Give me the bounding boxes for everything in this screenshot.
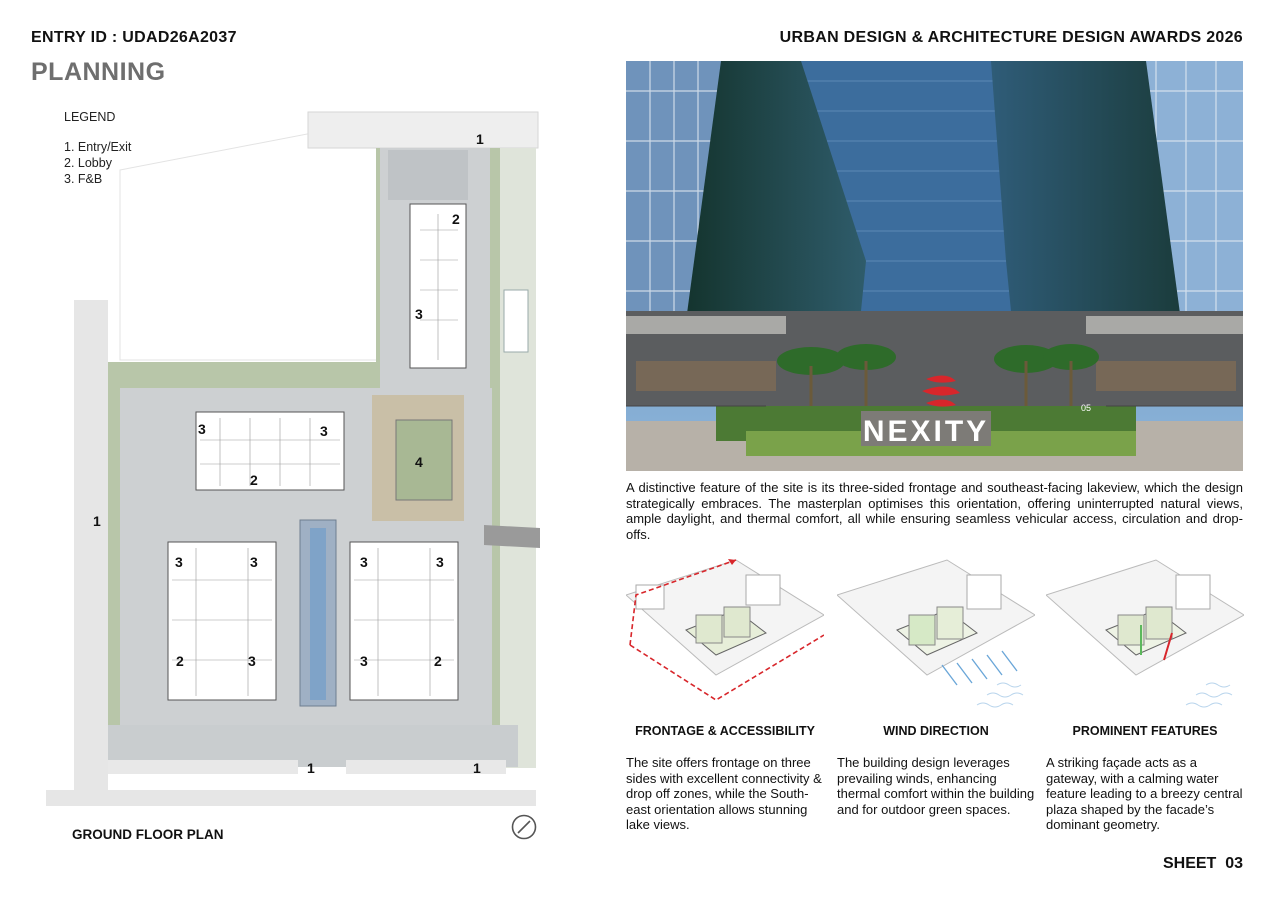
plan-label-fnb-e: 3 — [436, 554, 444, 570]
plan-label-lobby-right: 2 — [434, 653, 442, 669]
plan-label-entry-south: 1 — [307, 760, 315, 776]
plan-label-fnb-tower: 3 — [415, 306, 423, 322]
site-description: A distinctive feature of the site is its three-sided frontage and southeast-facing lakeview, which the design strategically embraces. The masterplan optimises this orientation, offering uninterrupted natural views, ample daylight, and thermal comfort, all while ensuring seamless vehicular access, circulation and drop-offs. — [626, 480, 1243, 542]
award-title: URBAN DESIGN & ARCHITECTURE DESIGN AWARDS 2026 — [779, 29, 1243, 46]
legend-heading: LEGEND — [64, 110, 116, 124]
plan-label-lobby-tower: 2 — [452, 211, 460, 227]
page-title: PLANNING — [31, 58, 166, 86]
diagram-features — [1046, 555, 1244, 715]
diagram-text-frontage: The site offers frontage on three sides with excellent connectivity & drop off zones, while the South-east orientation allows stunning lake views. — [626, 755, 822, 832]
plan-label-lobby-left: 2 — [176, 653, 184, 669]
plan-label-fnb-a: 3 — [175, 554, 183, 570]
plan-label-entry-west: 1 — [93, 513, 101, 529]
diagram-title-frontage: FRONTAGE & ACCESSIBILITY — [635, 724, 815, 738]
legend-item-fnb: 3. F&B — [64, 172, 103, 186]
plan-label-fnb-d: 3 — [360, 554, 368, 570]
plan-label-entry-top: 1 — [476, 131, 484, 147]
diagram-title-features: PROMINENT FEATURES — [1072, 724, 1218, 738]
plan-label-fnb-f: 3 — [360, 653, 368, 669]
plan-label-fnb-b: 3 — [250, 554, 258, 570]
building-photo — [626, 61, 1243, 471]
plan-label-lobby-upper: 2 — [250, 472, 258, 488]
legend-item-lobby: 2. Lobby — [64, 156, 112, 170]
ground-floor-plan — [44, 110, 540, 810]
plan-label-fnb-c: 3 — [248, 653, 256, 669]
plan-label-fnb-upper-right: 3 — [320, 423, 328, 439]
diagram-text-wind: The building design leverages prevailing winds, enhancing thermal comfort within the building and for outdoor green spaces. — [837, 755, 1035, 817]
plan-label-court: 4 — [415, 454, 423, 470]
diagram-text-features: A striking façade acts as a gateway, with a calming water feature leading to a breezy central plaza shaped by the facade’s dominant geometry. — [1046, 755, 1243, 832]
photo-signage: NEXITY — [862, 415, 990, 448]
entry-id: ENTRY ID : UDAD26A2037 — [31, 29, 237, 46]
photo-plaque: 05 — [1081, 403, 1092, 413]
legend-item-entry: 1. Entry/Exit — [64, 140, 132, 154]
diagram-title-wind: WIND DIRECTION — [883, 724, 989, 738]
plan-label-entry-southeast: 1 — [473, 760, 481, 776]
diagram-frontage — [626, 555, 824, 715]
north-arrow-icon — [511, 814, 537, 840]
sheet-number: SHEET 03 — [1162, 855, 1243, 872]
plan-caption: GROUND FLOOR PLAN — [72, 827, 224, 842]
diagram-wind — [837, 555, 1035, 715]
plan-label-fnb-upper-left: 3 — [198, 421, 206, 437]
